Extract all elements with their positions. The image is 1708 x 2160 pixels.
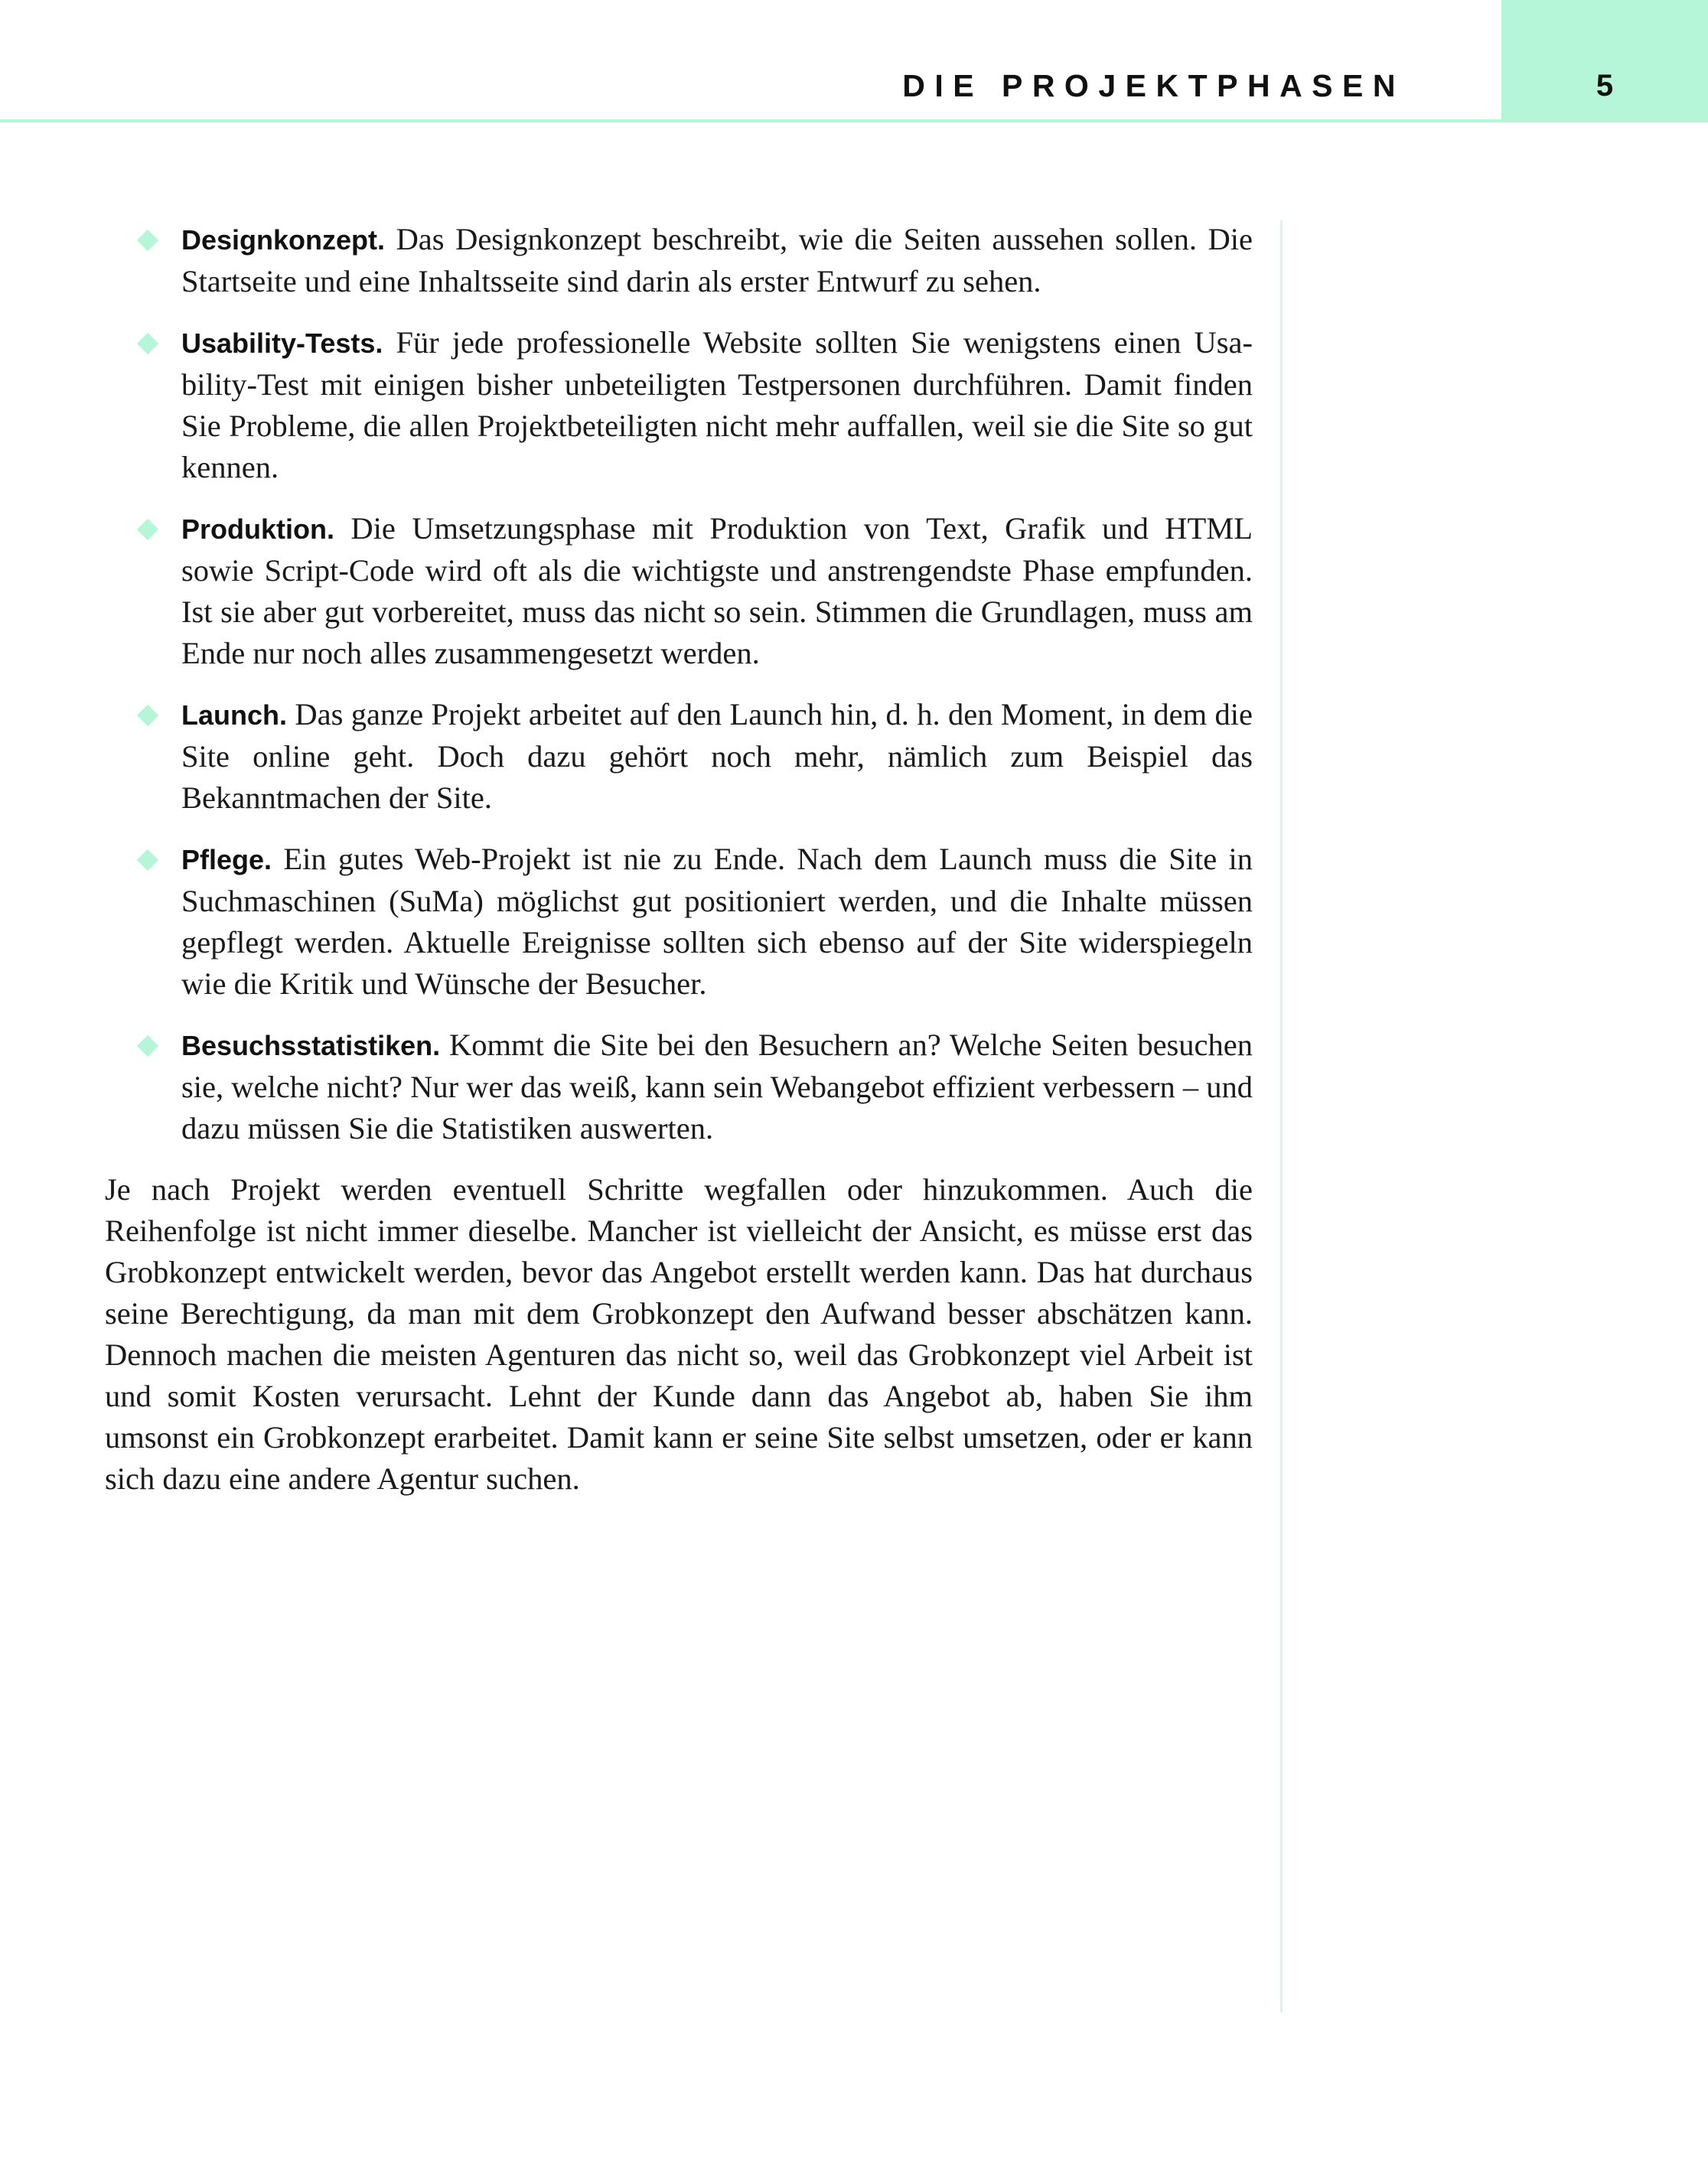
item-term: Launch. xyxy=(181,699,288,731)
item-text: Ein gutes Web-Projekt ist nie zu Ende. Nach dem Launch muss die Site in Suchmaschinen (SuMa) möglichst gut positioniert werden, und die Inhalte müssen gepflegt werden. Aktuelle Ereignisse sollten sich ebenso auf der Site widerspiegeln wie die Kritik und Wünsche der Besucher. xyxy=(181,842,1253,1001)
item-term: Pflege. xyxy=(181,844,272,875)
list-item xyxy=(105,1025,1253,1149)
page-content xyxy=(105,219,1253,1500)
list-item xyxy=(105,322,1253,488)
diamond-bullet-icon xyxy=(137,849,158,871)
body-paragraph: Je nach Projekt werden eventuell Schritte wegfallen oder hinzukommen. Auch die Reihenfolge ist nicht immer dieselbe. Mancher ist vielleicht der Ansicht, es müsse erst das Grobkonzept entwickelt werden, bevor das Angebot erstellt werden kann. Das hat durchaus seine Berechtigung, da man mit dem Grobkonzept den Aufwand besser abschätzen kann. Dennoch machen die meisten Agenturen das nicht so, weil das Grobkonzept viel Arbeit ist und somit Kosten verursacht. Lehnt der Kunde dann das Angebot ab, haben Sie ihm umsonst ein Grobkonzept erarbeitet. Damit kann er seine Site selbst umsetzen, oder er kann sich dazu eine andere Agentur suchen. xyxy=(105,1172,1253,1496)
list-item xyxy=(105,219,1253,302)
item-text: Kommt die Site bei den Besuchern an? Welche Seiten besuchen sie, welche nicht? Nur wer das weiß, kann sein Webangebot effizient verbessern – und dazu müssen Sie die Statistiken auswerten. xyxy=(181,1028,1253,1145)
header-rule xyxy=(0,119,1708,122)
margin-rule xyxy=(1280,220,1283,2012)
diamond-bullet-icon xyxy=(137,230,158,251)
list-item xyxy=(105,839,1253,1005)
diamond-bullet-icon xyxy=(137,1035,158,1057)
item-term: Besuchsstatistiken. xyxy=(181,1030,441,1061)
phase-list xyxy=(105,219,1253,1149)
diamond-bullet-icon xyxy=(137,519,158,540)
diamond-bullet-icon xyxy=(137,705,158,726)
page-number: 5 xyxy=(1596,69,1614,103)
item-term: Produktion. xyxy=(181,513,334,545)
item-text: Das Designkonzept beschreibt, wie die Seiten aussehen sollen. Die Startseite und eine Inhaltsseite sind darin als erster Entwurf zu sehen. xyxy=(181,222,1253,298)
list-item xyxy=(105,694,1253,819)
item-term: Designkonzept. xyxy=(181,224,386,256)
item-term: Usability-Tests. xyxy=(181,327,383,359)
item-text: Für jede professionelle Website sollten Sie wenigstens einen Usability-Test mit einigen bisher unbeteiligten Testpersonen durchführen. Damit finden Sie Probleme, die allen Projektbeteiligten nicht mehr auffallen, weil sie die Site so gut kennen. xyxy=(181,325,1253,484)
item-text: Die Umsetzungsphase mit Produktion von Text, Grafik und HTML sowie Script-Code wird oft als die wichtigste und anstrengendste Phase empfunden. Ist sie aber gut vorbereitet, muss das nicht so sein. Stimmen die Grundlagen, muss am Ende nur noch alles zusammengesetzt werden. xyxy=(181,511,1253,670)
list-item xyxy=(105,508,1253,674)
diamond-bullet-icon xyxy=(137,333,158,354)
item-text: Das ganze Projekt arbeitet auf den Launch hin, d. h. den Moment, in dem die Site online geht. Doch dazu gehört noch mehr, nämlich zum Beispiel das Bekanntmachen der Site. xyxy=(181,697,1253,815)
running-title: DIE PROJEKTPHASEN xyxy=(902,68,1405,103)
